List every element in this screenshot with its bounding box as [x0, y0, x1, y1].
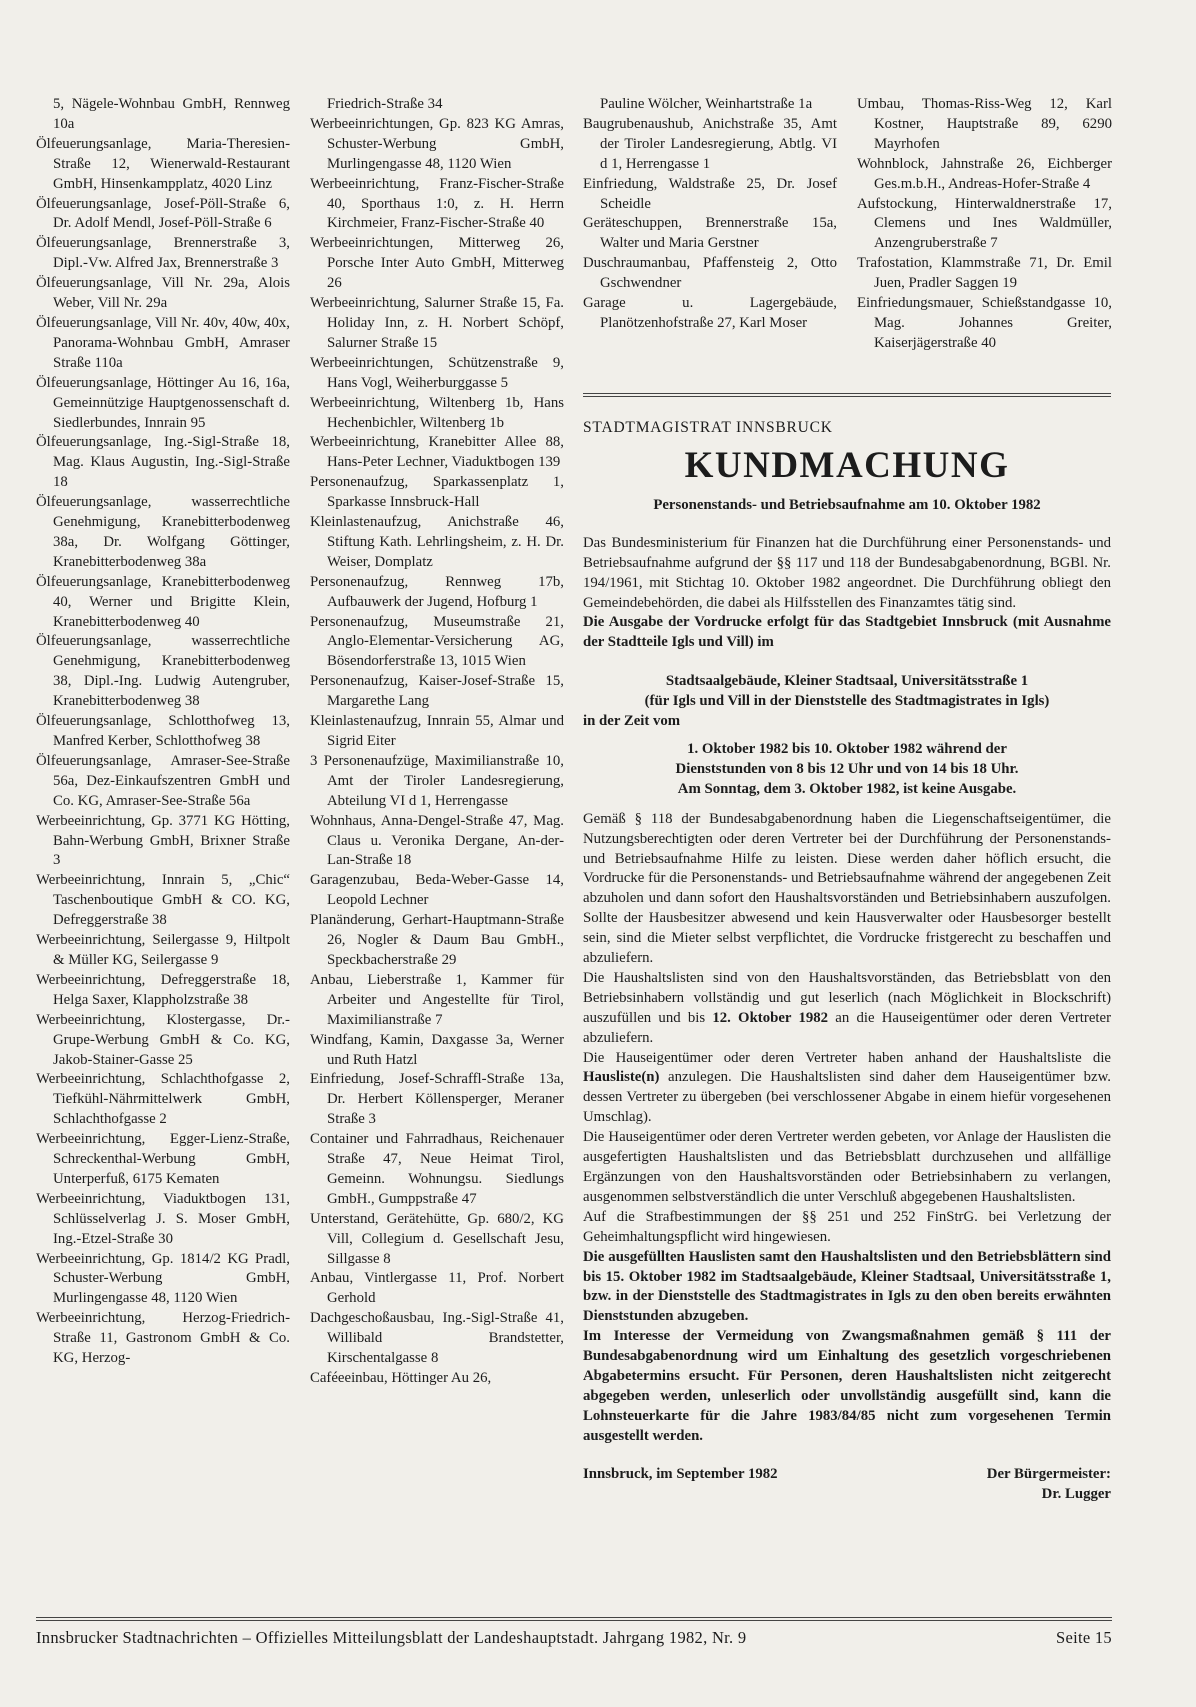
list-item: Caféeeinbau, Höttinger Au 26, [310, 1370, 492, 1386]
list-item: Werbeeinrichtung, Defreggerstraße 18, Helga Saxer, Klappholzstraße 38 [36, 971, 290, 1008]
list-item: Ölfeuerungsanlage, Ing.-Sigl-Straße 18, Mag. Klaus Augustin, Ing.-Sigl-Straße 18 [36, 434, 290, 491]
publication-line: Innsbrucker Stadtnachrichten – Offizielles Mitteilungsblatt der Landeshauptstadt. Jahrgang 1982, Nr. 9 [36, 1628, 747, 1647]
place-date: Innsbruck, im September 1982 [583, 1465, 778, 1482]
list-item: Ölfeuerungsanlage, Vill Nr. 29a, Alois Weber, Vill Nr. 29a [36, 275, 290, 312]
list-item-continued: Pauline Wölcher, Weinhartstraße 1a [600, 96, 813, 112]
list-item: Werbeeinrichtung, Innrain 5, „Chic“ Taschenboutique GmbH & CO. KG, Defreggerstraße 38 [36, 872, 290, 929]
notice-headline: KUNDMACHUNG [684, 444, 1010, 486]
page-number: Seite 15 [1055, 1628, 1112, 1647]
kundmachung-notice [583, 418, 1111, 1505]
column-3 [583, 95, 837, 334]
signature-block [583, 1465, 1111, 1505]
list-item: Anbau, Vintlergasse 11, Prof. Norbert Gerhold [310, 1270, 564, 1307]
list-item: Personenaufzug, Museumstraße 21, Anglo-Elementar-Versicherung AG, Bösendorferstraße 13, 1015 Wien [310, 613, 564, 670]
location-line: (für Igls und Vill in der Dienststelle des Stadtmagistrates in Igls) [644, 693, 1050, 710]
list-item: Werbeeinrichtung, Klostergasse, Dr.-Grupe-Werbung GmbH & Co. KG, Jakob-Stainer-Gasse 25 [36, 1011, 290, 1068]
list-item-continued: Friedrich-Straße 34 [327, 96, 443, 112]
location-line: Stadtsaalgebäude, Kleiner Stadtsaal, Universitätsstraße 1 [665, 673, 1029, 690]
list-item: Planänderung, Gerhart-Hauptmann-Straße 26, Nogler & Daum Bau GmbH., Speckbacherstraße 29 [310, 912, 564, 968]
list-item: Werbeeinrichtung, Egger-Lienz-Straße, Schreckenthal-Werbung GmbH, Unterperfuß, 6175 Kematen [36, 1131, 290, 1187]
column-4 [857, 95, 1112, 354]
list-item: Geräteschuppen, Brennerstraße 15a, Walter und Maria Gerstner [583, 215, 837, 252]
list-item: Dachgeschoßausbau, Ing.-Sigl-Straße 41, Willibald Brandstetter, Kirschentalgasse 8 [310, 1310, 564, 1367]
footer-divider [36, 1617, 1112, 1621]
list-item: Ölfeuerungsanlage, wasserrechtliche Genehmigung, Kranebitterbodenweg 38a, Dr. Wolfgang Göttinger, Kranebitterbodenweg 38a [36, 494, 290, 570]
list-item: Werbeeinrichtungen, Mitterweg 26, Porsche Inter Auto GmbH, Mitterweg 26 [310, 235, 564, 292]
list-item: 5, Nägele-Wohnbau GmbH, Rennweg 10a [53, 96, 290, 132]
list-item: Personenaufzug, Rennweg 17b, Aufbauwerk der Jugend, Hofburg 1 [310, 573, 564, 610]
list-item: Werbeeinrichtung, Herzog-Friedrich-Straße 11, Gastronom GmbH & Co. KG, Herzog- [36, 1310, 290, 1367]
list-item: Einfriedung, Josef-Schraffl-Straße 13a, Dr. Herbert Köllensperger, Meraner Straße 3 [310, 1071, 564, 1128]
list-item: Werbeeinrichtung, Gp. 3771 KG Hötting, Bahn-Werbung GmbH, Brixner Straße 3 [36, 812, 290, 869]
list-item: Garagenzubau, Beda-Weber-Gasse 14, Leopold Lechner [310, 872, 564, 909]
list-item: Ölfeuerungsanlage, Josef-Pöll-Straße 6, Dr. Adolf Mendl, Josef-Pöll-Straße 6 [36, 195, 290, 232]
list-item: Werbeeinrichtung, Wiltenberg 1b, Hans Hechenbichler, Wiltenberg 1b [310, 394, 564, 431]
section-divider [583, 393, 1111, 397]
list-item: Ölfeuerungsanlage, Kranebitterbodenweg 40, Werner und Brigitte Klein, Kranebitterbodenweg 40 [36, 573, 290, 630]
list-item: Werbeeinrichtung, Franz-Fischer-Straße 40, Sporthaus 1:0, z. H. Herrn Kirchmeier, Franz-Fischer-Straße 40 [310, 175, 564, 232]
list-item: Duschraumanbau, Pfaffensteig 2, Otto Gschwendner [583, 255, 837, 292]
time-label: in der Zeit vom [583, 713, 681, 730]
list-item: Ölfeuerungsanlage, Brennerstraße 3, Dipl.-Vw. Alfred Jax, Brennerstraße 3 [36, 235, 290, 272]
list-item: Windfang, Kamin, Daxgasse 3a, Werner und Ruth Hatzl [310, 1031, 564, 1068]
signatory: Der Bürgermeister: Dr. Lugger [986, 1465, 1111, 1502]
list-item: Werbeeinrichtung, Salurner Straße 15, Fa. Holiday Inn, z. H. Norbert Schöpf, Salurner Straße 15 [310, 295, 564, 351]
list-item: Wohnhaus, Anna-Dengel-Straße 47, Mag. Claus u. Veronika Dergane, An-der-Lan-Straße 18 [310, 812, 564, 869]
paragraph-bold: Im Interesse der Vermeidung von Zwangsmaßnahmen gemäß § 111 der Bundesabgabenordnung wird um Einhaltung des gesetzlich vorgeschriebenen Abgabetermins ersucht. Für Personen, deren Haushaltslisten nicht zeitgerecht abgegeben werden, unleserlich oder unvollständig ausgefüllt sind, kann die Lohnsteuerkarte für die Jahre 1983/84/85 nicht zum vorgesehenen Termin ausgestellt werden. [583, 1328, 1111, 1444]
list-item: Ölfeuerungsanlage, Schlotthofweg 13, Manfred Kerber, Schlotthofweg 38 [36, 713, 290, 749]
list-item: Ölfeuerungsanlage, wasserrechtliche Genehmigung, Kranebitterbodenweg 38, Dipl.-Ing. Ludwig Autengruber, Kranebitterbodenweg 38 [36, 633, 290, 710]
list-item: Aufstockung, Hinterwaldnerstraße 17, Clemens und Ines Waldmüller, Anzengruberstraße 7 [857, 195, 1112, 252]
list-item: Container und Fahrradhaus, Reichenauer Straße 47, Neue Heimat Tirol, Gemeinn. Wohnungsu. Siedlungs GmbH., Gumppstraße 47 [310, 1131, 564, 1207]
list-item: Einfriedungsmauer, Schießstandgasse 10, Mag. Johannes Greiter, Kaiserjägerstraße 40 [857, 295, 1112, 351]
list-item: Ölfeuerungsanlage, Amraser-See-Straße 56a, Dez-Einkaufszentren GmbH und Co. KG, Amraser-See-Straße 56a [36, 752, 290, 809]
list-item: Werbeeinrichtung, Schlachthofgasse 2, Tiefkühl-Nährmittelwerk GmbH, Schlachthofgasse 2 [36, 1071, 290, 1128]
list-item: Werbeeinrichtung, Viaduktbogen 131, Schlüsselverlag J. S. Moser GmbH, Ing.-Etzel-Straße 30 [36, 1190, 290, 1247]
column-1 [36, 95, 290, 1369]
list-item: Einfriedung, Waldstraße 25, Dr. Josef Scheidle [583, 175, 837, 212]
list-item: Ölfeuerungsanlage, Maria-Theresien-Straße 12, Wienerwald-Restaurant GmbH, Hinsenkampplatz, 4020 Linz [36, 135, 290, 192]
list-item: Wohnblock, Jahnstraße 26, Eichberger Ges.m.b.H., Andreas-Hofer-Straße 4 [857, 155, 1112, 192]
list-item: Werbeeinrichtung, Kranebitter Allee 88, Hans-Peter Lechner, Viaduktbogen 139 [310, 434, 564, 471]
list-item: Garage u. Lagergebäude, Planötzenhofstraße 27, Karl Moser [583, 295, 837, 331]
paragraph: Die Hauseigentümer oder deren Vertreter haben anhand der Haushaltsliste die Hausliste(n) anzulegen. Die Haushaltslisten sind daher dem Hauseigentümer bzw. dessen Vertreter zu übergeben (bei verschlossener Abgabe in einem hiefür vorgesehenen Umschlag). [583, 1049, 1111, 1126]
list-item: Unterstand, Gerätehütte, Gp. 680/2, KG Vill, Collegium d. Gesellschaft Jesu, Sillgasse 8 [310, 1210, 564, 1267]
paragraph: Das Bundesministerium für Finanzen hat die Durchführung einer Personenstands- und Betriebsaufnahme aufgrund der §§ 117 und 118 der Bundesabgabenordnung, BGBl. Nr. 194/1961, mit Stichtag 10. Oktober 1982 angeordnet. Die Durchführung obliegt den Gemeindebehörden, die dabei als Hilfsstellen des Finanzamtes tätig sind. [583, 534, 1111, 611]
time-line: Am Sonntag, dem 3. Oktober 1982, ist keine Ausgabe. [677, 780, 1017, 797]
page-footer [36, 1628, 1112, 1648]
notice-subheadline: Personenstands- und Betriebsaufnahme am 10. Oktober 1982 [653, 496, 1041, 513]
time-line: 1. Oktober 1982 bis 10. Oktober 1982 während der [687, 740, 1007, 757]
paragraph-bold: Die Ausgabe der Vordrucke erfolgt für das Stadtgebiet Innsbruck (mit Ausnahme der Stadtteile Igls und Vill) im [583, 614, 1111, 651]
column-2 [310, 95, 564, 1389]
list-item: Anbau, Lieberstraße 1, Kammer für Arbeiter und Angestellte für Tirol, Maximilianstraße 7 [310, 971, 564, 1028]
agency-name: STADTMAGISTRAT INNSBRUCK [583, 419, 833, 436]
list-item: Werbeeinrichtung, Seilergasse 9, Hiltpolt & Müller KG, Seilergasse 9 [36, 932, 290, 968]
list-item: Werbeeinrichtungen, Gp. 823 KG Amras, Schuster-Werbung GmbH, Murlingengasse 48, 1120 Wien [310, 115, 564, 172]
list-item: Werbeeinrichtung, Gp. 1814/2 KG Pradl, Schuster-Werbung GmbH, Murlingengasse 48, 1120 Wien [36, 1250, 290, 1307]
paragraph: Die Haushaltslisten sind von den Haushaltsvorständen, das Betriebsblatt von den Betriebsinhabern vollständig und gut leserlich (nach Möglichkeit in Blockschrift) auszufüllen und bis 12. Oktober 1982 an die Hauseigentümer oder deren Vertreter abzuliefern. [583, 969, 1112, 1046]
list-item: Ölfeuerungsanlage, Vill Nr. 40v, 40w, 40x, Panorama-Wohnbau GmbH, Amraser Straße 110a [36, 314, 290, 371]
list-item-continued: Umbau, Thomas-Riss-Weg 12, Karl Kostner, Hauptstraße 89, 6290 Mayrhofen [857, 96, 1112, 152]
list-item: Kleinlastenaufzug, Anichstraße 46, Stiftung Kath. Lehrlingsheim, z. H. Dr. Weiser, Domplatz [310, 514, 564, 570]
time-line: Dienststunden von 8 bis 12 Uhr und von 14 bis 18 Uhr. [675, 760, 1019, 777]
paragraph: Die Hauseigentümer oder deren Vertreter werden gebeten, vor Anlage der Hauslisten die ausgefertigten Haushaltslisten und das Betriebsblatt durchzusehen und allfällige Ergänzungen von den Haushaltsvorständen oder Betriebsinhabern zu verlangen, ausgenommen selbstverständlich die unter Verschluß abgegebenen Haushaltslisten. [583, 1129, 1111, 1205]
list-item: Personenaufzug, Sparkassenplatz 1, Sparkasse Innsbruck-Hall [310, 474, 564, 511]
paragraph-bold: Die ausgefüllten Hauslisten samt den Haushaltslisten und den Betriebsblättern sind bis 15. Oktober 1982 im Stadtsaalgebäude, Kleiner Stadtsaal, Universitätsstraße 1, bzw. in der Dienststelle des Stadtmagistrates in Igls zu den oben bereits erwähnten Dienststunden abzugeben. [583, 1248, 1111, 1325]
list-item: Werbeeinrichtungen, Schützenstraße 9, Hans Vogl, Weiherburggasse 5 [310, 354, 564, 391]
list-item: Baugrubenaushub, Anichstraße 35, Amt der Tiroler Landesregierung, Abtlg. VI d 1, Herrengasse 1 [583, 115, 837, 172]
list-item: 3 Personenaufzüge, Maximilianstraße 10, Amt der Tiroler Landesregierung, Abteilung VI d 1, Herrengasse [310, 752, 564, 809]
paragraph: Auf die Strafbestimmungen der §§ 251 und 252 FinStrG. bei Verletzung der Geheimhaltungspflicht wird hingewiesen. [583, 1208, 1111, 1245]
list-item: Kleinlastenaufzug, Innrain 55, Almar und Sigrid Eiter [310, 713, 564, 749]
list-item: Trafostation, Klammstraße 71, Dr. Emil Juen, Pradler Saggen 19 [857, 255, 1112, 292]
paragraph: Gemäß § 118 der Bundesabgabenordnung haben die Liegenschaftseigentümer, die Nutzungsberechtigten oder deren Vertreter bei der Durchführung der Personenstands- und Betriebsaufnahme Hilfe zu leisten. Diese werden daher höflich ersucht, die Vordrucke für die Personenstands- und Betriebsaufnahme während der angegebenen Zeit abzuholen und dann sofort den Haushaltsvorständen und Betriebsinhabern auszufolgen. Sollte der Hausbesitzer abwesend und kein Hausverwalter oder Hausbesorger bestellt sein, sind die Mieter selbst verpflichtet, die Vordrucke fristgerecht zu beschaffen und abzuliefern. [583, 810, 1111, 967]
list-item: Ölfeuerungsanlage, Höttinger Au 16, 16a, Gemeinnützige Hauptgenossenschaft d. Siedlerbundes, Innrain 95 [36, 374, 290, 431]
list-item: Personenaufzug, Kaiser-Josef-Straße 15, Margarethe Lang [310, 673, 564, 710]
